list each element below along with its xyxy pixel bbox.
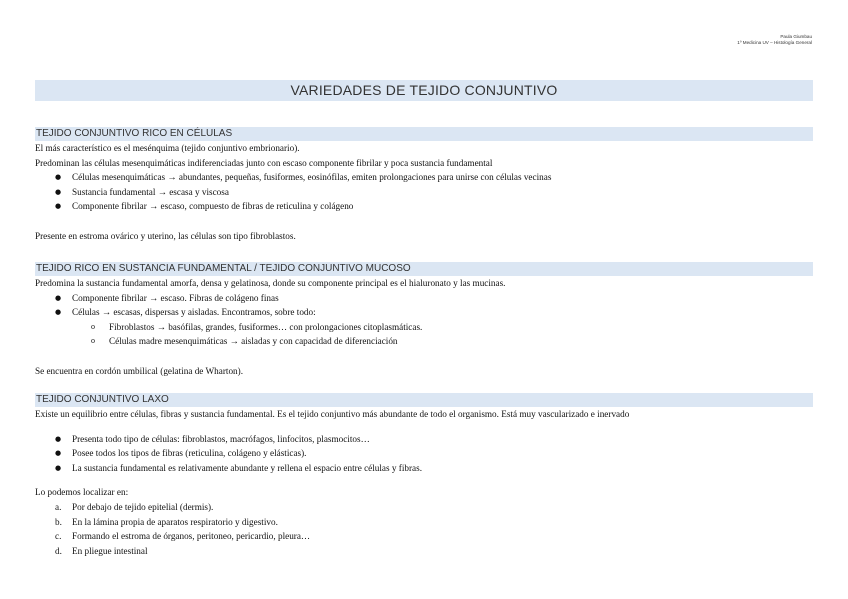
- bullet-icon: ●: [55, 308, 62, 317]
- paragraph: Predominan las células mesenquimáticas indiferenciadas junto con escaso componente fibrilar y poca sustancia fundamental: [35, 157, 493, 168]
- bullet-icon: ●: [55, 449, 62, 458]
- paragraph: Se encuentra en cordón umbilical (gelatina de Wharton).: [35, 365, 243, 376]
- list-item: d. En pliegue intestinal: [55, 545, 148, 556]
- bullet-icon: ●: [55, 293, 62, 302]
- list-item: ● Sustancia fundamental → escasa y viscosa: [35, 185, 813, 200]
- bullet-icon: ●: [55, 187, 62, 196]
- paragraph: Existe un equilibrio entre células, fibras y sustancia fundamental. Es el tejido conjuntivo más abundante de todo el organismo. Está muy vascularizado e inervado: [35, 409, 630, 419]
- list-item: ● Presenta todo tipo de células: fibroblastos, macrófagos, linfocitos, plasmocitos…: [35, 432, 813, 447]
- sub-list-item: o Células madre mesenquimáticas → aisladas y con capacidad de diferenciación: [35, 334, 813, 349]
- list-item: b. En la lámina propia de aparatos respiratorio y digestivo.: [55, 516, 278, 527]
- list-item: c. Formando el estroma de órganos, peritoneo, pericardio, pleura…: [55, 531, 311, 542]
- paragraph: El más característico es el mesénquima (tejido conjuntivo embrionario).: [35, 143, 300, 153]
- bullet-icon: ●: [55, 434, 62, 443]
- sub-list-item: o Fibroblastos → basófilas, grandes, fusiformes… con prolongaciones citoplasmáticas.: [35, 320, 813, 335]
- paragraph: Predomina la sustancia fundamental amorfa, densa y gelatinosa, donde su componente principal es el hialuronato y las mucinas.: [35, 278, 506, 288]
- paragraph: Presente en estroma ovárico y uterino, las células son tipo fibroblastos.: [35, 230, 296, 241]
- circle-bullet-icon: o: [91, 321, 95, 331]
- author-name: Paula Giumbau: [780, 34, 812, 39]
- bullet-icon: ●: [55, 173, 62, 182]
- list-item: ● Componente fibrilar → escaso. Fibras de colágeno finas: [35, 291, 813, 306]
- section-heading: TEJIDO RICO EN SUSTANCIA FUNDAMENTAL / TEJIDO CONJUNTIVO MUCOSO: [35, 262, 813, 276]
- paragraph: Lo podemos localizar en:: [35, 487, 129, 498]
- list-item: ● Células mesenquimáticas → abundantes, pequeñas, fusiformes, eosinófilas, emiten prolongaciones para unirse con células vecinas: [35, 170, 813, 185]
- list-item: ● Componente fibrilar → escaso, compuesto de fibras de reticulina y colágeno: [35, 199, 813, 214]
- course-name: 1º Medicina UV – Histología General: [737, 40, 812, 45]
- document-header: [737, 34, 812, 46]
- list-item: ● Posee todos los tipos de fibras (reticulina, colágeno y elásticas).: [35, 446, 813, 461]
- section-conjuntivo-laxo: [35, 393, 813, 558]
- page-title: VARIEDADES DE TEJIDO CONJUNTIVO: [35, 80, 813, 101]
- list-item: ● Células → escasas, dispersas y aisladas. Encontramos, sobre todo:: [35, 305, 813, 320]
- bullet-icon: ●: [55, 463, 62, 472]
- circle-bullet-icon: o: [91, 336, 95, 346]
- bullet-icon: ●: [55, 202, 62, 211]
- list-item: a. Por debajo de tejido epitelial (dermis).: [55, 501, 214, 512]
- section-heading: TEJIDO CONJUNTIVO RICO EN CÉLULAS: [35, 127, 813, 141]
- section-heading: TEJIDO CONJUNTIVO LAXO: [35, 393, 813, 407]
- section-sustancia-fundamental: [35, 262, 813, 378]
- list-item: ● La sustancia fundamental es relativamente abundante y rellena el espacio entre células y fibras.: [35, 461, 813, 476]
- section-rico-celulas: [35, 127, 813, 243]
